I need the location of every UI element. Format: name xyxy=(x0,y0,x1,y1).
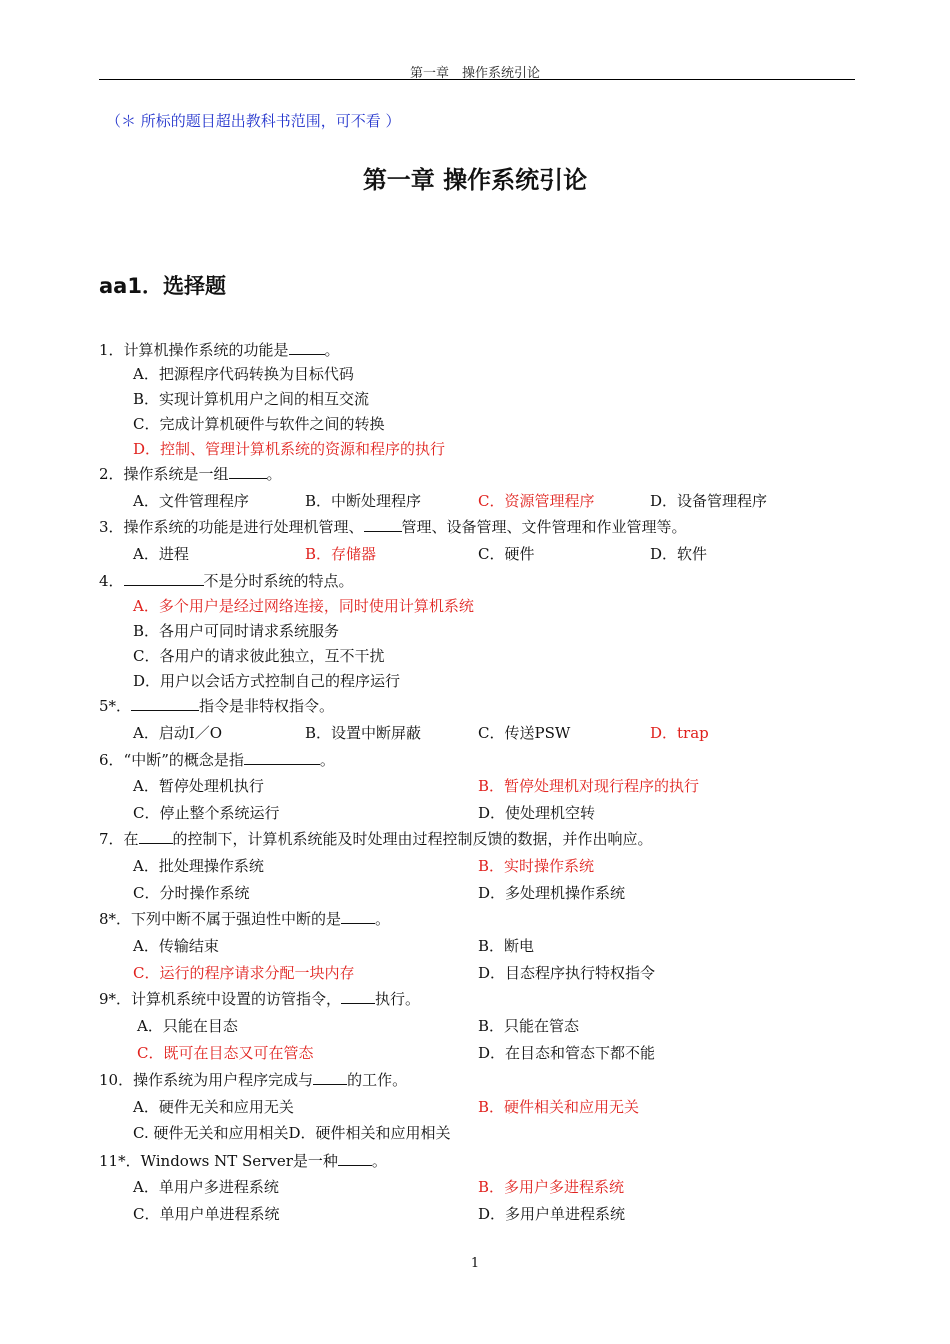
q11-option-c: C．单用户单进程系统 xyxy=(133,1205,280,1223)
page-number: 1 xyxy=(470,1256,480,1271)
scope-note: （＊ 所标的题目超出教科书范围，可不看 ） xyxy=(106,112,401,130)
q2-option-d: D．设备管理程序 xyxy=(650,492,768,510)
q6-option-b-answer: B．暂停处理机对现行程序的执行 xyxy=(478,777,700,795)
q4-option-c: C．各用户的请求彼此独立，互不干扰 xyxy=(133,647,385,665)
question-7-stem: 7．在 的控制下，计算机系统能及时处理由过程控制反馈的数据，并作出响应。 xyxy=(99,830,653,848)
q2-option-a: A．文件管理程序 xyxy=(133,492,249,510)
q11-option-d: D．多用户单进程系统 xyxy=(478,1205,626,1223)
q11-option-b-answer: B．多用户多进程系统 xyxy=(478,1178,625,1196)
answer-blank xyxy=(139,829,173,844)
answer-blank xyxy=(341,989,375,1004)
q1-option-d-answer: D．控制、管理计算机系统的资源和程序的执行 xyxy=(133,440,446,458)
q4-option-a-answer: A．多个用户是经过网络连接，同时使用计算机系统 xyxy=(133,597,474,615)
question-3-stem: 3．操作系统的功能是进行处理机管理、 管理、设备管理、文件管理和作业管理等。 xyxy=(99,518,687,536)
q10-option-c-d: C. 硬件无关和应用相关D．硬件相关和应用相关 xyxy=(133,1124,451,1142)
q4-option-d: D．用户以会话方式控制自己的程序运行 xyxy=(133,672,401,690)
q5-option-a: A．启动I／O xyxy=(133,724,223,742)
q8-option-d: D．目态程序执行特权指令 xyxy=(478,964,656,982)
answer-blank xyxy=(341,909,375,924)
q9-option-d: D．在目态和管态下都不能 xyxy=(478,1044,656,1062)
q6-option-d: D．使处理机空转 xyxy=(478,804,596,822)
q2-option-c-answer: C．资源管理程序 xyxy=(478,492,595,510)
chapter-title: 第一章 操作系统引论 xyxy=(362,166,588,194)
q3-option-b-answer: B．存储器 xyxy=(305,545,377,563)
section-heading: aa1．选择题 xyxy=(99,274,226,298)
q7-option-a: A．批处理操作系统 xyxy=(133,857,264,875)
answer-blank xyxy=(289,340,325,355)
q9-option-a: A．只能在目态 xyxy=(137,1017,238,1035)
question-8-stem: 8*．下列中断不属于强迫性中断的是 。 xyxy=(99,910,391,928)
q10-option-b-answer: B．硬件相关和应用无关 xyxy=(478,1098,640,1116)
answer-blank xyxy=(244,750,320,765)
q5-option-d-answer: D．trap xyxy=(650,724,709,742)
answer-blank xyxy=(313,1070,347,1085)
q10-option-a: A．硬件无关和应用无关 xyxy=(133,1098,294,1116)
q6-option-a: A．暂停处理机执行 xyxy=(133,777,264,795)
question-2-stem: 2．操作系统是一组 。 xyxy=(99,465,282,483)
q2-option-b: B．中断处理程序 xyxy=(305,492,422,510)
question-10-stem: 10．操作系统为用户程序完成与 的工作。 xyxy=(99,1071,408,1089)
q5-option-b: B．设置中断屏蔽 xyxy=(305,724,422,742)
q7-option-b-answer: B．实时操作系统 xyxy=(478,857,595,875)
answer-blank xyxy=(364,517,402,532)
q9-option-b: B．只能在管态 xyxy=(478,1017,580,1035)
q1-option-a: A．把源程序代码转换为目标代码 xyxy=(133,365,354,383)
question-4-stem: 4． 不是分时系统的特点。 xyxy=(99,572,354,590)
question-9-stem: 9*．计算机系统中设置的访管指令， 执行。 xyxy=(99,990,421,1008)
answer-blank xyxy=(338,1151,372,1166)
answer-blank xyxy=(229,464,267,479)
q6-option-c: C．停止整个系统运行 xyxy=(133,804,280,822)
header-rule xyxy=(99,79,855,80)
q7-option-d: D．多处理机操作系统 xyxy=(478,884,626,902)
question-1-stem: 1．计算机操作系统的功能是 。 xyxy=(99,341,340,359)
q8-option-c-answer: C．运行的程序请求分配一块内存 xyxy=(133,964,355,982)
q7-option-c: C．分时操作系统 xyxy=(133,884,250,902)
q9-option-c-answer: C．既可在目态又可在管态 xyxy=(137,1044,314,1062)
q8-option-a: A．传输结束 xyxy=(133,937,219,955)
q1-option-c: C．完成计算机硬件与软件之间的转换 xyxy=(133,415,385,433)
question-11-stem: 11*．Windows NT Server是一种 。 xyxy=(99,1152,387,1170)
answer-blank xyxy=(124,571,204,586)
q4-option-b: B．各用户可同时请求系统服务 xyxy=(133,622,340,640)
q5-option-c: C．传送PSW xyxy=(478,724,571,742)
q3-option-a: A．进程 xyxy=(133,545,189,563)
q3-option-d: D．软件 xyxy=(650,545,708,563)
answer-blank xyxy=(131,696,199,711)
q3-option-c: C．硬件 xyxy=(478,545,535,563)
question-6-stem: 6．“中断”的概念是指 。 xyxy=(99,751,335,769)
q1-option-b: B．实现计算机用户之间的相互交流 xyxy=(133,390,370,408)
q11-option-a: A．单用户多进程系统 xyxy=(133,1178,279,1196)
question-5-stem: 5*． 指令是非特权指令。 xyxy=(99,697,335,715)
q8-option-b: B．断电 xyxy=(478,937,535,955)
running-header: 第一章 操作系统引论 xyxy=(409,66,540,81)
